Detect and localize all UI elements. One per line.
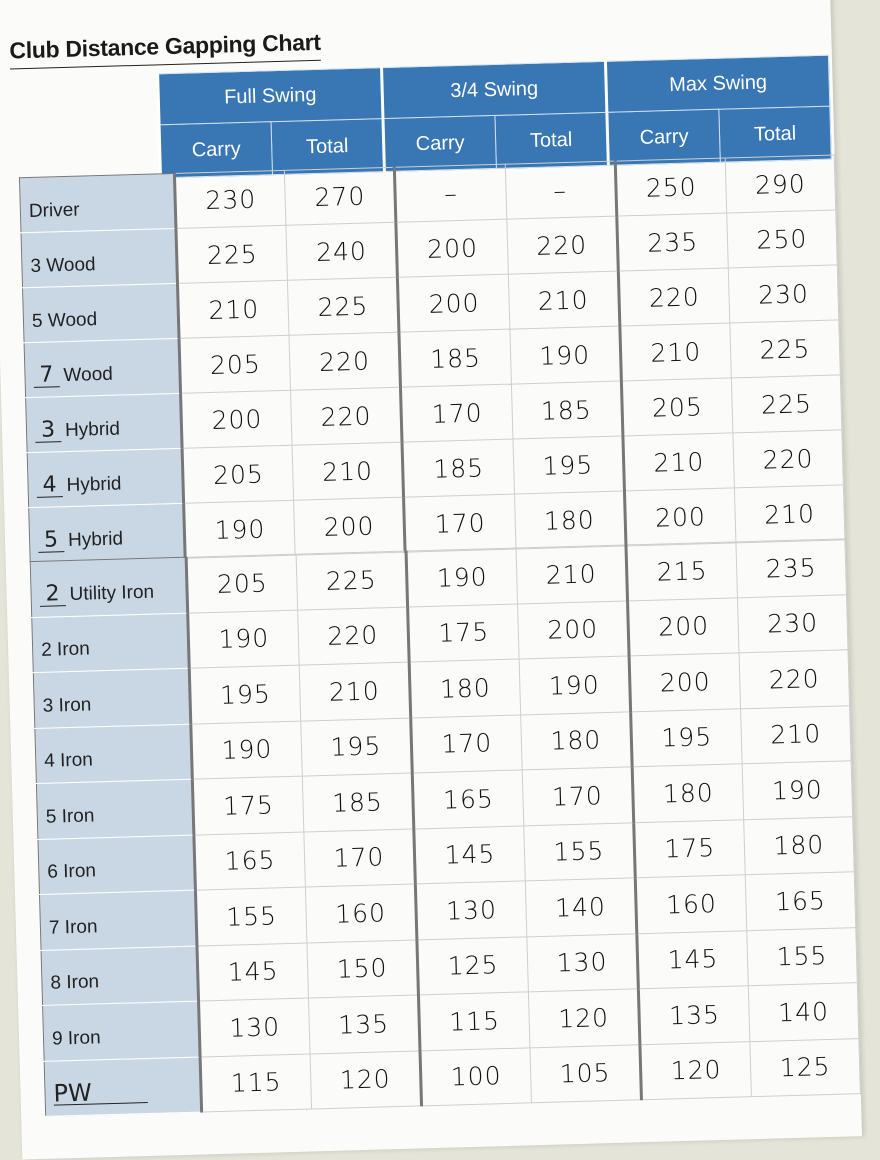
distance-cell: 140 [525,878,637,937]
distance-cell: 200 [398,274,510,332]
club-label [36,779,193,839]
distance-cell: 120 [640,1041,752,1100]
distance-cell: 125 [750,1038,861,1097]
distance-cell: 145 [637,930,749,989]
distance-cell: 200 [629,653,741,712]
distance-cell: 185 [402,439,514,497]
club-label [35,724,192,784]
distance-cell: 185 [399,329,511,387]
distance-cell: 200 [624,488,736,546]
distance-cell: 225 [288,277,400,335]
distance-cell: 225 [176,225,288,283]
subheader-carry: Carry [607,109,720,165]
subheader-total: Total [495,112,608,168]
distance-cell: 170 [404,494,516,552]
distance-cell: 210 [516,545,628,604]
distance-cell: 290 [725,155,836,213]
club-name: Wood [63,363,114,387]
distance-cell: 190 [406,548,518,607]
distance-cell: 155 [524,822,636,881]
distance-cell: 205 [186,554,298,613]
distance-cell: 165 [412,770,524,829]
distance-cell: 250 [727,210,838,268]
club-label [19,173,176,232]
distance-cell: 210 [623,433,735,491]
distance-cell: 205 [621,378,733,436]
club-name [151,1083,152,1104]
distance-cell: 205 [179,335,291,393]
distance-cell: – [395,164,507,222]
distance-cell: 230 [737,594,848,653]
distance-cell: 210 [740,705,851,764]
subheader-carry: Carry [383,115,496,171]
club-name: 9 Iron [51,1027,101,1050]
distance-cell: 200 [396,219,508,277]
distance-cell: 155 [747,927,858,986]
distance-cell: 125 [417,936,529,995]
distance-cell: 210 [620,323,732,381]
handwritten-club-number: 7 [33,364,60,388]
club-label [29,503,186,562]
distance-cell: 120 [310,1050,422,1109]
distance-cell: 170 [401,384,513,442]
distance-cell: 190 [519,656,631,715]
distance-cell: 225 [296,551,408,610]
handwritten-club-number: 4 [36,474,63,498]
club-name: Utility Iron [69,581,155,606]
distance-cell: 230 [174,170,286,228]
club-name: 4 Iron [43,749,94,773]
subheader-carry: Carry [159,122,272,178]
distance-cell: 220 [618,268,730,326]
subheader-total: Total [719,106,831,162]
club-name: 5 Iron [45,805,95,828]
distance-cell: 130 [415,881,527,940]
distance-cell: 215 [626,542,738,601]
distance-cell: 210 [734,485,845,543]
distance-cell: 235 [616,213,728,271]
distance-cell: 175 [634,819,746,878]
group-max-swing: Max Swing [605,55,829,112]
distance-cell: 210 [508,271,620,329]
distance-cell: 160 [305,884,417,943]
club-label [39,890,196,950]
distance-cell: 190 [184,500,296,558]
group-three-quarter-swing: 3/4 Swing [382,61,607,118]
distance-cell: 120 [528,989,640,1048]
club-name: 5 Wood [31,308,98,332]
distance-cell: 130 [198,998,310,1057]
distance-cell: 235 [736,539,847,598]
distance-cell: 140 [748,983,859,1042]
distance-cell: 185 [511,381,623,439]
club-name: 3 Iron [42,694,92,717]
club-name: Hybrid [64,418,121,442]
woods-hybrids-table [19,154,845,563]
distance-cell: 200 [294,497,406,555]
distance-cell: – [505,161,617,219]
club-name: 7 Iron [48,916,98,939]
distance-cell: 270 [285,167,397,225]
club-label [41,946,198,1006]
club-label [44,1057,201,1117]
club-label [30,557,187,617]
handwritten-club-number: 5 [38,529,65,553]
club-name: 3 Wood [30,253,96,277]
distance-cell: 185 [302,773,414,832]
distance-cell: 240 [286,222,398,280]
distance-cell: 205 [182,445,294,503]
club-label [33,668,190,728]
page-title: Club Distance Gapping Chart [9,29,321,70]
distance-cell: 175 [192,776,304,835]
club-name: Hybrid [66,473,122,497]
club-label [23,283,180,342]
distance-cell: 200 [517,600,629,659]
distance-cell: 105 [530,1044,642,1103]
irons-table [30,538,861,1117]
distance-cell: 165 [745,872,856,931]
handwritten-club-number: 2 [39,583,66,607]
distance-cell: 190 [191,721,303,780]
distance-cell: 195 [631,708,743,767]
club-label [26,393,183,452]
distance-cell: 190 [188,610,300,669]
distance-cell: 220 [298,607,410,666]
distance-cell: 210 [299,662,411,721]
distance-cell: 220 [739,650,850,709]
club-name: Hybrid [67,528,124,552]
club-label [24,338,181,397]
distance-cell: 115 [200,1053,312,1112]
distance-cell: 100 [420,1047,532,1106]
distance-cell: 145 [414,825,526,884]
distance-cell: 200 [627,597,739,656]
handwritten-club-number: PW [53,1080,148,1106]
distance-cell: 170 [304,828,416,887]
club-label [32,613,189,673]
club-label [21,228,178,287]
distance-cell: 220 [733,430,844,488]
club-name: Driver [28,199,80,222]
distance-cell: 165 [194,832,306,891]
club-name: 8 Iron [50,971,100,994]
distance-cell: 225 [731,375,842,433]
distance-cell: 135 [638,986,750,1045]
handwritten-club-number: 3 [35,419,62,443]
club-label [38,835,195,895]
distance-cell: 150 [307,939,419,998]
distance-cell: 180 [744,816,855,875]
distance-cell: 210 [178,280,290,338]
distance-cell: 195 [189,665,301,724]
distance-cell: 250 [615,158,727,216]
distance-cell: 180 [632,764,744,823]
subheader-total: Total [271,119,384,175]
distance-cell: 190 [742,761,853,820]
distance-cell: 160 [635,875,747,934]
group-full-swing: Full Swing [158,68,383,125]
club-label [43,1001,200,1061]
distance-cell: 145 [197,943,309,1002]
distance-cell: 220 [289,332,401,390]
distance-cell: 135 [308,995,420,1054]
distance-cell: 200 [181,390,293,448]
distance-cell: 190 [509,326,621,384]
club-name: 6 Iron [47,860,97,883]
distance-cell: 220 [506,216,618,274]
distance-cell: 195 [301,718,413,777]
club-name: 2 Iron [40,638,91,662]
distance-cell: 155 [195,887,307,946]
distance-cell: 180 [521,711,633,770]
distance-cell: 175 [408,604,520,663]
distance-cell: 220 [291,387,403,445]
distance-cell: 115 [418,992,530,1051]
distance-cell: 230 [728,265,839,323]
distance-cell: 170 [522,767,634,826]
distance-cell: 130 [527,933,639,992]
distance-cell: 180 [409,659,521,718]
distance-cell: 225 [730,320,841,378]
distance-cell: 180 [514,491,626,549]
club-label [27,448,184,507]
distance-cell: 210 [292,442,404,500]
distance-cell: 170 [411,714,523,773]
distance-cell: 195 [512,436,624,494]
